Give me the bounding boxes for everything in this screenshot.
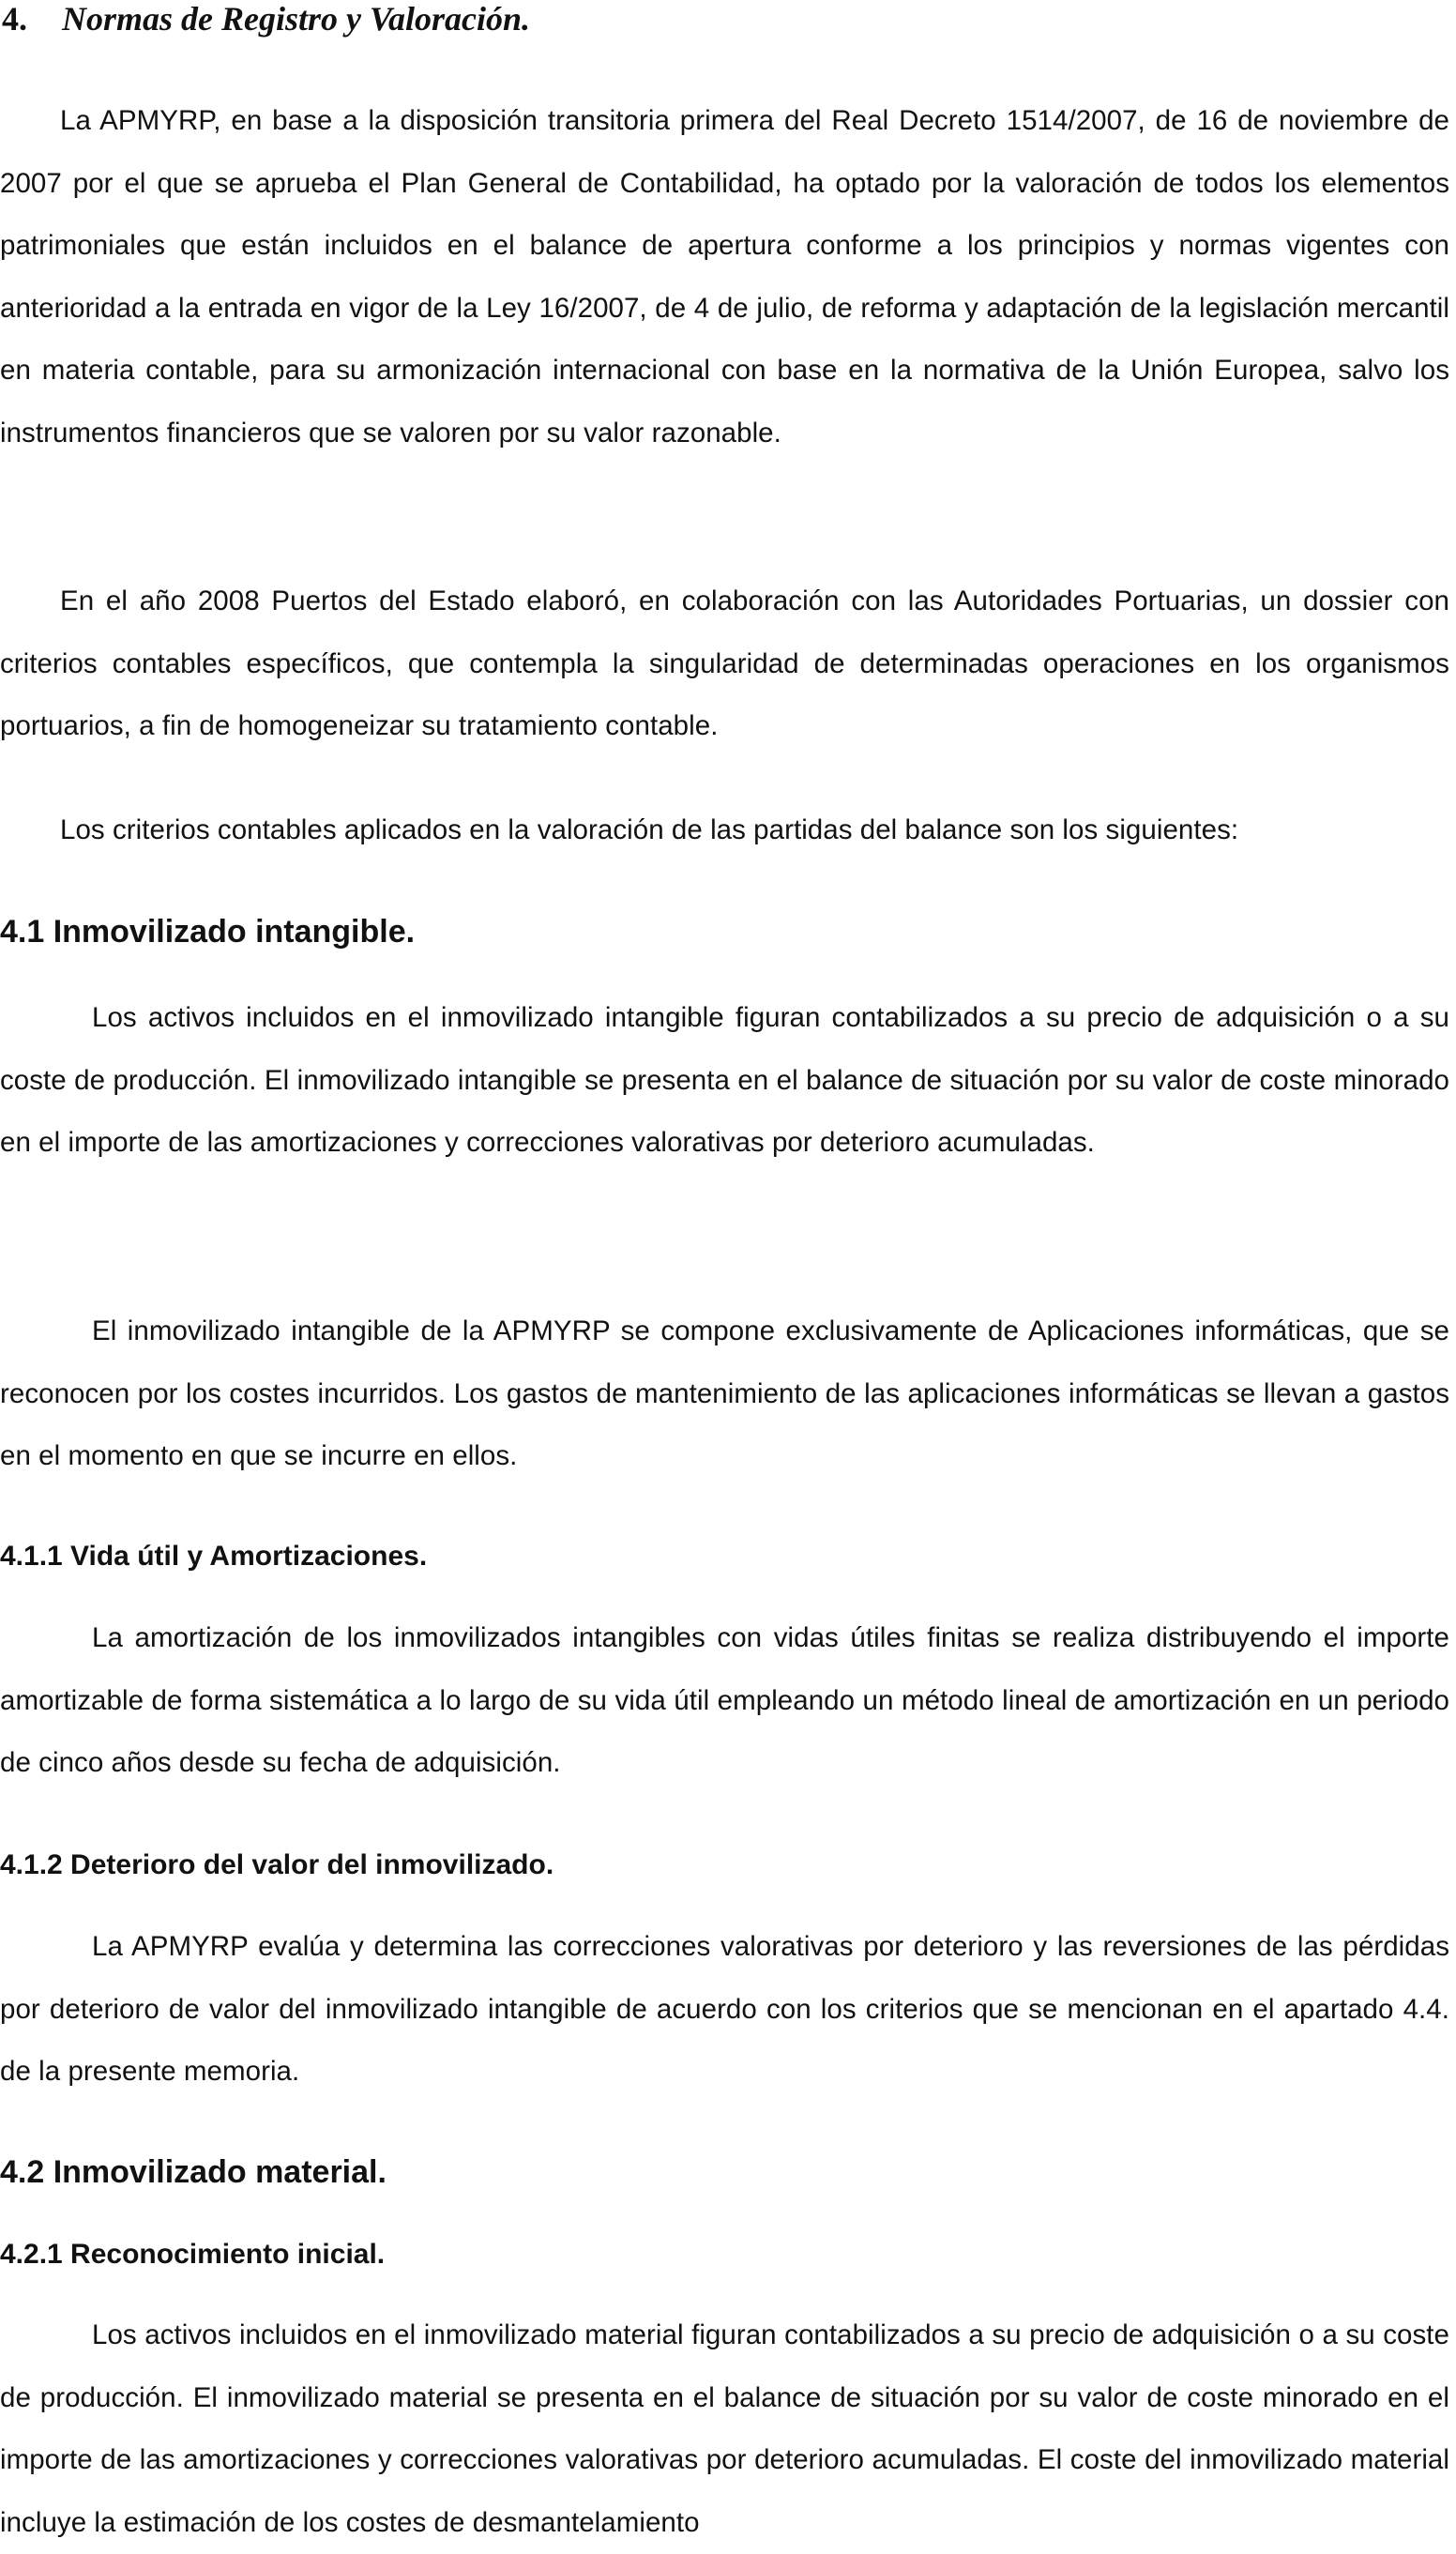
heading-reconocimiento-inicial: 4.2.1 Reconocimiento inicial. [0,2239,386,2270]
paragraph-intangible-composicion: El inmovilizado intangible de la APMYRP se compone exclusivamente de Aplicaciones informáticas, que se reconocen por los costes incurridos. Los gastos de mantenimiento de las aplicaciones informáticas se llevan a gastos en el momento en que se incurre en ellos. [0,1315,1449,1471]
heading-vida-util: 4.1.1 Vida útil y Amortizaciones. [0,1541,428,1572]
paragraph-intangible-valoracion: Los activos incluidos en el inmovilizado intangible figuran contabilizados a su precio de adquisición o a su coste de producción. El inmovilizado intangible se presenta en el balance de situación por su valor de coste minorado en el importe de las amortizaciones y correcciones valorativas por deterioro acumuladas. [0,1002,1449,1158]
section-title: Normas de Registro y Valoración. [62,0,531,38]
heading-inmovilizado-intangible: 4.1 Inmovilizado intangible. [0,914,416,950]
heading-inmovilizado-material: 4.2 Inmovilizado material. [0,2154,387,2190]
paragraph-apertura: La APMYRP, en base a la disposición transitoria primera del Real Decreto 1514/2007, de 16 de noviembre de 2007 por el que se aprueba el Plan General de Contabilidad, ha optado por la valoración de todos los elementos patrimoniales que están incluidos en el balance de apertura conforme a los principios y normas vigentes con anterioridad a la entrada en vigor de la Ley 16/2007, de 4 de julio, de reforma y adaptación de la legislación mercantil en materia contable, para su armonización internacional con base en la normativa de la Unión Europea, salvo los instrumentos financieros que se valoren por su valor razonable. [0,105,1449,448]
paragraph-amortizacion: La amortización de los inmovilizados intangibles con vidas útiles finitas se realiza distribuyendo el importe amortizable de forma sistemática a lo largo de su vida útil empleando un método lineal de amortización en un periodo de cinco años desde su fecha de adquisición. [0,1622,1449,1778]
paragraph-puertos-del-estado: En el año 2008 Puertos del Estado elaboró, en colaboración con las Autoridades Portuarias, un dossier con criterios contables específicos, que contempla la singularidad de determinadas operaciones en los organismos portuarios, a fin de homogeneizar su tratamiento contable. [0,585,1449,741]
paragraph-material-valoracion: Los activos incluidos en el inmovilizado material figuran contabilizados a su precio de adquisición o a su coste de producción. El inmovilizado material se presenta en el balance de situación por su valor de coste minorado en el importe de las amortizaciones y correcciones valorativas por deterioro acumuladas. El coste del inmovilizado material incluye la estimación de los costes de desmantelamiento [0,2319,1449,2538]
section-number: 4. [2,0,27,38]
section-heading [0,0,1449,38]
paragraph-criterios: Los criterios contables aplicados en la valoración de las partidas del balance son los siguientes: [60,814,1239,845]
paragraph-deterioro: La APMYRP evalúa y determina las correcciones valorativas por deterioro y las reversiones de las pérdidas por deterioro de valor del inmovilizado intangible de acuerdo con los criterios que se mencionan en el apartado 4.4. de la presente memoria. [0,1931,1449,2087]
heading-deterioro: 4.1.2 Deterioro del valor del inmovilizado. [0,1849,554,1880]
